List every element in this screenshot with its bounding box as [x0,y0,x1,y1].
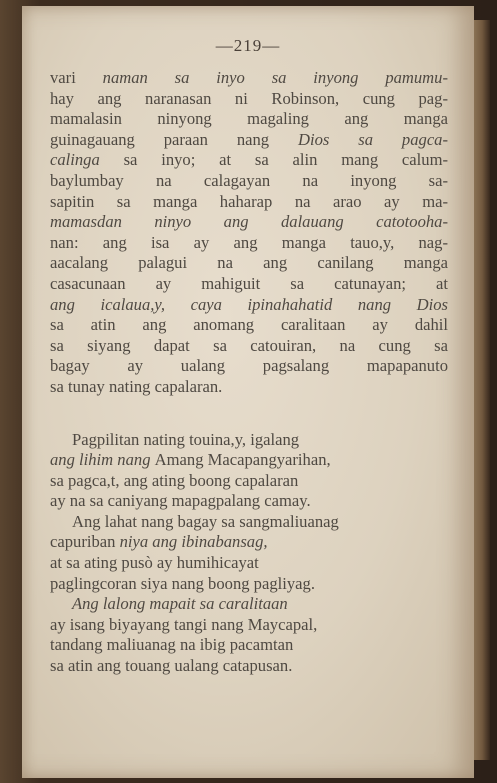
verse-line [50,491,448,512]
text-run: capuriban [50,532,120,552]
text-line [50,253,448,274]
verse-line [50,471,448,492]
text-run: baylumbay na calagayan na inyong sa- [50,170,448,190]
italic-text: ang lihim nang [50,450,155,470]
italic-text: niya ang ibinabansag, [119,532,268,552]
text-run: Amang Macapangyarihan, [154,450,331,470]
text-line [50,356,448,377]
text-line [50,212,448,233]
text-run: hay ang naranasan ni Robinson, cung pag- [50,88,448,108]
text-line [50,109,448,130]
text-run: sa pagca,t, ang ating boong capalaran [50,470,299,490]
text-run: sa inyo; at sa alin mang calum- [99,150,448,170]
verse-line [50,594,448,615]
text-run: sapitin sa manga haharap na arao ay ma- [50,191,448,211]
italic-text: naman sa inyo sa inyong pamumu- [102,68,448,87]
page-number: —219— [215,36,281,55]
text-line [50,274,448,295]
text-line [50,68,448,89]
text-run: Pagpilitan nating touina,y, igalang [72,429,300,449]
verse-line [50,450,448,471]
text-line [50,171,448,192]
text-run: casacunaan ay mahiguit sa catunayan; at [50,273,448,293]
text-run: nan: ang isa ay ang manga tauo,y, nag- [50,232,448,252]
text-run: sa tunay nating capalaran. [50,376,223,396]
text-run: Ang lahat nang bagay sa sangmaliuanag [72,511,339,531]
verse-line [50,532,448,553]
text-run: guinagauang paraan nang [50,129,298,149]
text-line [50,315,448,336]
text-run: paglingcoran siya nang boong pagliyag. [50,573,315,593]
verse-line [50,615,448,636]
verse-line [50,512,448,533]
text-run: aacalang palagui na ang canilang manga [50,253,448,273]
verse-line [50,430,448,451]
verse-line [50,635,448,656]
text-run: sa atin ang anomang caralitaan ay dahil [50,315,448,335]
text-line [50,336,448,357]
text-line [50,150,448,171]
text-line [50,89,448,110]
italic-text: calinga [50,150,100,170]
text-run: sa atin ang touang ualang catapusan. [50,656,293,676]
text-run: ay na sa caniyang mapagpalang camay. [50,491,311,511]
text-line [50,295,448,316]
italic-text: Dios sa pagca- [298,129,449,149]
book-page [22,6,474,778]
verse-line [50,574,448,595]
text-run: tandang maliuanag na ibig pacamtan [50,635,294,655]
text-run: vari [50,68,103,87]
verse-line [50,553,448,574]
italic-text: mamasdan ninyo ang dalauang catotooha- [50,212,448,232]
italic-text: Ang lalong mapait sa caralitaan [72,594,288,614]
text-run: at sa ating pusò ay humihicayat [50,553,259,573]
prose-paragraph [50,68,448,398]
verse-block [50,430,448,677]
text-run: mamalasin ninyong magaling ang manga [50,109,448,129]
text-line [50,233,448,254]
text-line [50,130,448,151]
italic-text: ang icalaua,y, caya ipinahahatid nang Dios [50,294,448,314]
text-line [50,192,448,213]
text-run: sa siyang dapat sa catouiran, na cung sa [50,335,448,355]
text-run: bagay ay ualang pagsalang mapapanuto [50,356,448,376]
text-line [50,377,448,398]
stanza-gap [50,398,448,430]
text-run: ay isang biyayang tangi nang Maycapal, [50,614,318,634]
text-block [50,68,448,677]
verse-line [50,656,448,677]
